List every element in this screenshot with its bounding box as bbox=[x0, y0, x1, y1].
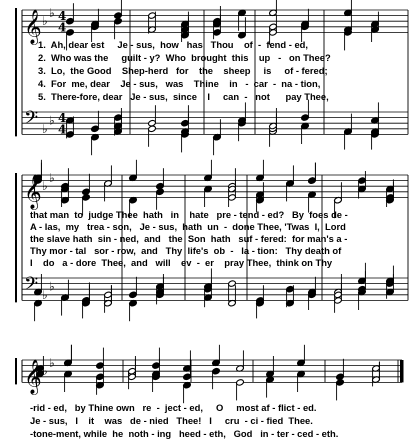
treble-clef-icon: 𝄞 bbox=[24, 9, 42, 45]
flat-icon: ♭ bbox=[49, 5, 55, 20]
flat-icon: ♭ bbox=[49, 170, 55, 185]
lyric-line-1-verse-2: 2. Who was the guilt - y? Who brought this up - on Thee? bbox=[38, 52, 331, 63]
bass-clef-icon: 𝄢 bbox=[24, 274, 39, 300]
lyric-line-1-verse-5: 5. There-fore, dear Je - sus, since I can - not pay Thee, bbox=[38, 91, 329, 102]
time-signature-digit: 4 bbox=[58, 111, 67, 126]
final-barline bbox=[400, 360, 404, 382]
treble-clef-icon: 𝄞 bbox=[24, 174, 42, 210]
lyric-line-1-verse-4: 4. For me, dear Je - sus, was Thine in - car - na - tion, bbox=[38, 78, 321, 89]
lyric-line-1-verse-1: 1. Ah, dear est Je - sus, how has Thou of - fend - ed, bbox=[38, 39, 309, 50]
flat-icon: ♭ bbox=[42, 121, 48, 136]
lyric-line-2-verse-3: the slave hath sin - ned, and the Son hath suf - fered: for man's a - bbox=[30, 233, 348, 244]
lyric-line-3-verse-2: Je - sus, I it was de - nied Thee! I cru - ci - fied Thee. bbox=[30, 415, 313, 426]
time-signature-digit: 4 bbox=[58, 122, 67, 137]
lyric-line-2-verse-1: that man to judge Thee hath in hate pre - tend - ed? By foes de - bbox=[30, 209, 348, 220]
flat-icon: ♭ bbox=[49, 113, 55, 128]
lyric-line-1-verse-3: 3. Lo, the Good Shep-herd for the sheep is of - fered; bbox=[38, 65, 328, 76]
treble-clef-icon: 𝄞 bbox=[24, 359, 42, 395]
flat-icon: ♭ bbox=[49, 355, 55, 370]
time-signature-digit: 4 bbox=[58, 20, 67, 35]
flat-icon: ♭ bbox=[42, 364, 48, 379]
flat-icon: ♭ bbox=[49, 279, 55, 294]
lyric-line-3-verse-1: -rid - ed, by Thine own re - ject - ed, O most af - flict - ed. bbox=[30, 402, 317, 413]
flat-icon: ♭ bbox=[42, 287, 48, 302]
flat-icon: ♭ bbox=[42, 14, 48, 29]
lyric-line-2-verse-4: Thy mor - tal sor - row, and Thy life's ob - la - tion: Thy death of bbox=[30, 245, 342, 256]
lyric-line-2-verse-2: A - las, my trea - son, Je - sus, hath un - done Thee, 'Twas I, Lord bbox=[30, 221, 346, 232]
time-signature-digit: 4 bbox=[58, 9, 67, 24]
lyric-line-3-verse-3: -tone-ment, while he noth - ing heed - eth, God in - ter - ced - eth. bbox=[30, 428, 339, 439]
flat-icon: ♭ bbox=[42, 179, 48, 194]
bass-clef-icon: 𝄢 bbox=[24, 108, 39, 134]
lyric-line-2-verse-5: I do a - dore Thee, and will ev - er pray Thee, think on Thy bbox=[30, 257, 333, 268]
